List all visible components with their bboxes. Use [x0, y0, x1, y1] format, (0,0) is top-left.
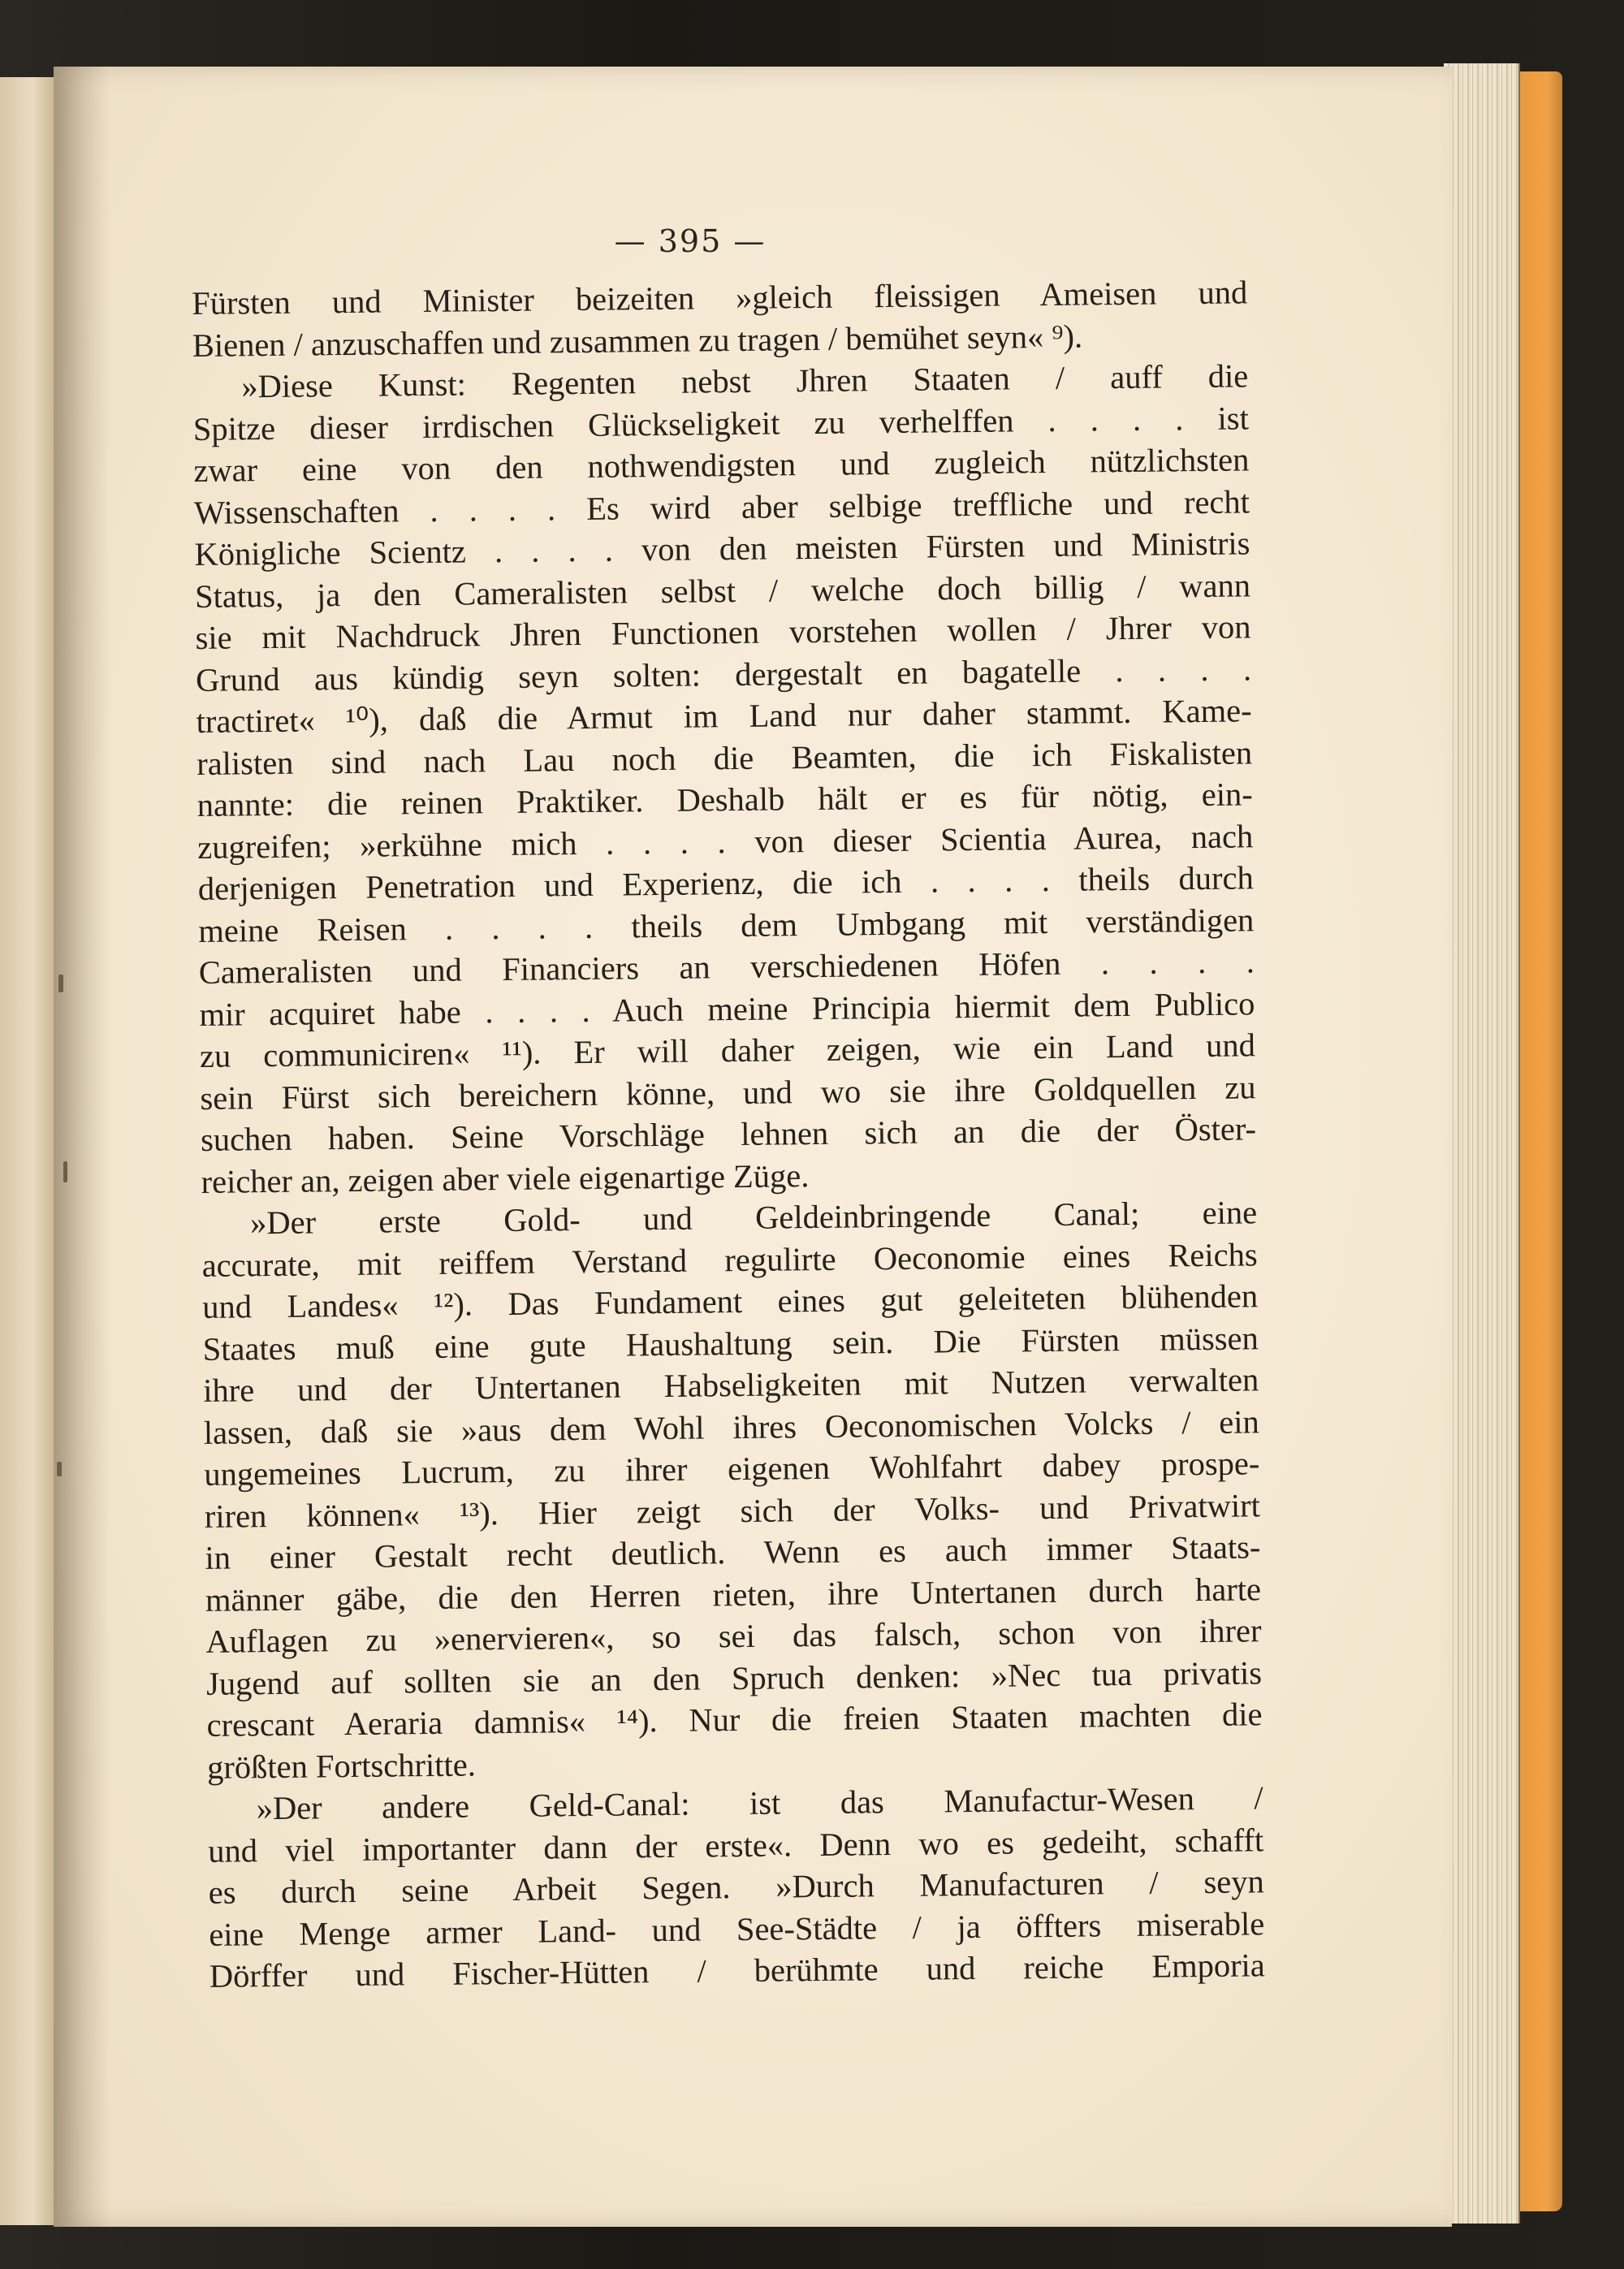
text-line: Auflagen zu »enervieren«, so sei das falsch, schon von ihrer — [205, 1612, 1262, 1660]
text-line: ralisten sind nach Lau noch die Beamten, die ich Fiskalisten — [196, 733, 1253, 782]
text-line: Grund aus kündig seyn solten: dergestalt en bagatelle . . . . — [195, 650, 1252, 698]
text-line: »Der erste Gold- und Geldeinbringende Canal; eine — [249, 1194, 1258, 1242]
text-line: lassen, daß sie »aus dem Wohl ihres Oeconomischen Volcks / ein — [203, 1402, 1259, 1451]
text-line: Bienen / anzuschaffen und zusammen zu tragen / bemühet seyn« ⁹). — [192, 318, 1083, 364]
page-block-leaves — [1444, 63, 1520, 2224]
text-line: mir acquiret habe . . . . Auch meine Principia hiermit dem Publico — [199, 984, 1255, 1033]
text-line: sein Fürst sich bereichern könne, und wo sie ihre Goldquellen zu — [200, 1068, 1256, 1117]
text-line: suchen haben. Seine Vorschläge lehnen sich an die der Öster- — [200, 1110, 1257, 1158]
text-line: eine Menge armer Land- und See-Städte / ja öffters miserable — [209, 1904, 1265, 1953]
text-line: reicher an, zeigen aber viele eigenartige Züge. — [201, 1156, 810, 1200]
text-line: ihre und der Untertanen Habseligkeiten mit Nutzen verwalten — [203, 1361, 1259, 1409]
text-line: zu communiciren« ¹¹). Er will daher zeigen, wie ein Land und — [199, 1026, 1256, 1074]
text-line: crescant Aeraria damnis« ¹⁴). Nur die freien Staaten machten die — [206, 1696, 1263, 1744]
text-line: Jugend auf sollten sie an den Spruch denken: »Nec tua privatis — [205, 1653, 1263, 1702]
margin-mark — [58, 975, 63, 992]
text-line: Königliche Scientz . . . . von den meisten Fürsten und Ministris — [194, 525, 1250, 573]
text-line: derjenigen Penetration und Experienz, die ich . . . . theils durch — [197, 859, 1254, 907]
text-line: männer gäbe, die den Herren rieten, ihre Untertanen durch harte — [205, 1570, 1262, 1619]
margin-mark — [63, 1161, 67, 1182]
text-line: meine Reisen . . . . theils dem Umbgang mit verständigen — [198, 901, 1255, 949]
text-line: nannte: die reinen Praktiker. Deshalb hält er es für nötig, ein- — [197, 776, 1253, 823]
text-line: sie mit Nachdruck Jhren Functionen vorstehen wollen / Jhrer von — [195, 608, 1251, 656]
text-line: und viel importanter dann der erste«. Denn wo es gedeiht, schafft — [207, 1821, 1264, 1869]
text-line: ungemeines Lucrum, zu ihrer eigenen Wohlfahrt dabey prospe- — [204, 1445, 1260, 1493]
text-line: Wissenschaften . . . . Es wird aber selbige treffliche und recht — [193, 482, 1250, 531]
text-line: Staates muß eine gute Haushaltung sein. Die Fürsten müssen — [202, 1319, 1259, 1368]
text-line: Fürsten und Minister beizeiten »gleich fleissigen Ameisen und — [192, 274, 1248, 322]
previous-page-edge — [0, 77, 55, 2225]
text-line: Dörffer und Fischer-Hütten / berühmte und reiche Emporia — [209, 1947, 1266, 1995]
text-line: »Der andere Geld-Canal: ist das Manufactur-Wesen / — [256, 1779, 1263, 1827]
text-line: riren können« ¹³). Hier zeigt sich der Volks- und Privatwirt — [204, 1486, 1261, 1535]
text-line: accurate, mit reiffem Verstand regulirte Oeconomie eines Reichs — [201, 1235, 1258, 1284]
page-number: — 395 — — [614, 223, 767, 259]
gutter-shadow — [54, 67, 110, 2227]
text-line: es durch seine Arbeit Segen. »Durch Manufacturen / seyn — [208, 1863, 1264, 1911]
body-text — [192, 271, 1265, 1997]
text-line: Spitze dieser irrdischen Glückseligkeit zu verhelffen . . . . ist — [192, 399, 1250, 447]
text-line: tractiret« ¹⁰), daß die Armut im Land nur daher stammt. Kame- — [196, 692, 1252, 740]
text-line: zwar eine von den nothwendigsten und zugleich nützlichsten — [193, 441, 1250, 489]
text-line: und Landes« ¹²). Das Fundament eines gut geleiteten blühenden — [201, 1277, 1259, 1325]
text-line: Status, ja den Cameralisten selbst / welche doch billig / wann — [194, 566, 1251, 615]
text-line: in einer Gestalt recht deutlich. Wenn es auch immer Staats- — [205, 1528, 1261, 1576]
text-line: Cameralisten und Financiers an verschiedenen Höfen . . . . — [198, 943, 1255, 991]
text-line: größten Fortschritte. — [206, 1745, 477, 1786]
margin-mark — [57, 1462, 62, 1476]
text-line: zugreifen; »erkühne mich . . . . von dieser Scientia Aurea, nach — [197, 817, 1254, 866]
text-line: »Diese Kunst: Regenten nebst Jhren Staaten / auff die — [241, 357, 1249, 405]
